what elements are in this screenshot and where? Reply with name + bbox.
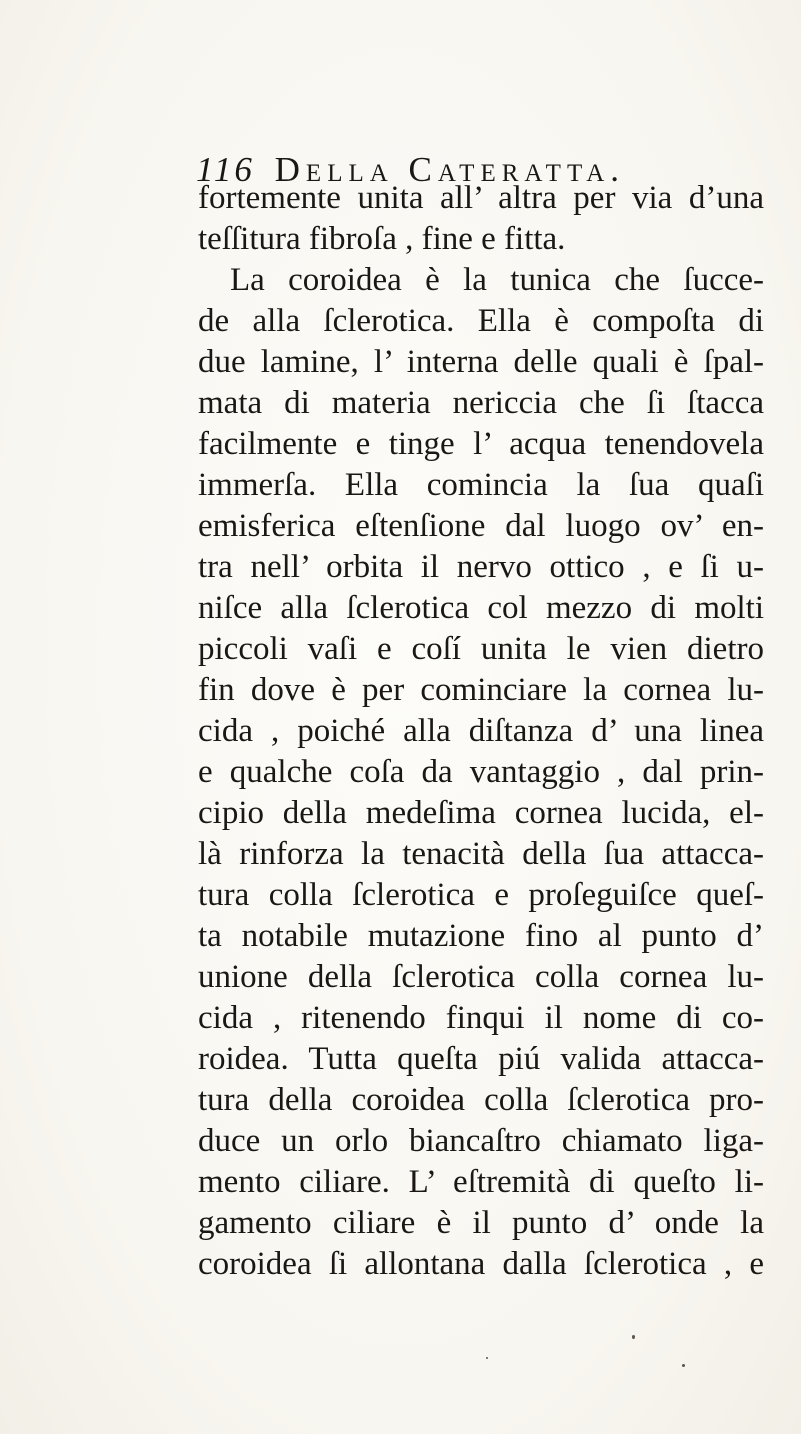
text-line: tura della coroidea colla ſclerotica pro- bbox=[198, 1082, 764, 1118]
text-line: cida , ritenendo finqui il nome di co- bbox=[198, 1000, 764, 1036]
text-line: emisferica eſtenſione dal luogo ov’ en- bbox=[198, 508, 764, 544]
text-line: ta notabile mutazione fino al punto d’ bbox=[198, 918, 764, 954]
text-line: e qualche coſa da vantaggio , dal prin- bbox=[198, 754, 764, 790]
ink-speck bbox=[632, 1335, 635, 1339]
text-line: tura colla ſclerotica e proſeguiſce queſ- bbox=[198, 877, 764, 913]
ink-speck bbox=[486, 1357, 488, 1359]
text-line: immerſa. Ella comincia la ſua quaſi bbox=[198, 467, 764, 503]
text-line: tra nell’ orbita il nervo ottico , e ſi u- bbox=[198, 549, 764, 585]
text-line: roidea. Tutta queſta piú valida attacca- bbox=[198, 1041, 764, 1077]
text-line: niſce alla ſclerotica col mezzo di molti bbox=[198, 590, 764, 626]
ink-speck bbox=[682, 1364, 685, 1367]
text-line: de alla ſclerotica. Ella è compoſta di bbox=[198, 303, 764, 339]
text-line: mento ciliare. L’ eſtremità di queſto li- bbox=[198, 1164, 764, 1200]
text-line: cipio della medeſima cornea lucida, el- bbox=[198, 795, 764, 831]
page-number: 116 bbox=[196, 150, 255, 189]
text-line: fin dove è per cominciare la cornea lu- bbox=[198, 672, 764, 708]
text-line: cida , poiché alla diſtanza d’ una linea bbox=[198, 713, 764, 749]
text-line: due lamine, l’ interna delle quali è ſpal- bbox=[198, 344, 764, 380]
text-line: teſſitura fibroſa , fine e fitta. bbox=[198, 221, 566, 257]
text-line: gamento ciliare è il punto d’ onde la bbox=[198, 1205, 764, 1241]
text-line: coroidea ſi allontana dalla ſclerotica , e bbox=[198, 1246, 764, 1282]
text-line: piccoli vaſi e coſí unita le vien dietro bbox=[198, 631, 764, 667]
text-line: mata di materia nericcia che ſi ſtacca bbox=[198, 385, 764, 421]
running-title: Della Cateratta. bbox=[274, 150, 626, 189]
text-line: facilmente e tinge l’ acqua tenendovela bbox=[198, 426, 764, 462]
text-line: duce un orlo biancaſtro chiamato liga- bbox=[198, 1123, 764, 1159]
text-line: unione della ſclerotica colla cornea lu- bbox=[198, 959, 764, 995]
text-line: fortemente unita all’ altra per via d’una bbox=[198, 180, 764, 216]
text-line: La coroidea è la tunica che ſucce- bbox=[230, 262, 764, 298]
body-text bbox=[198, 178, 764, 1285]
text-line: là rinforza la tenacità della ſua attacca- bbox=[198, 836, 764, 872]
